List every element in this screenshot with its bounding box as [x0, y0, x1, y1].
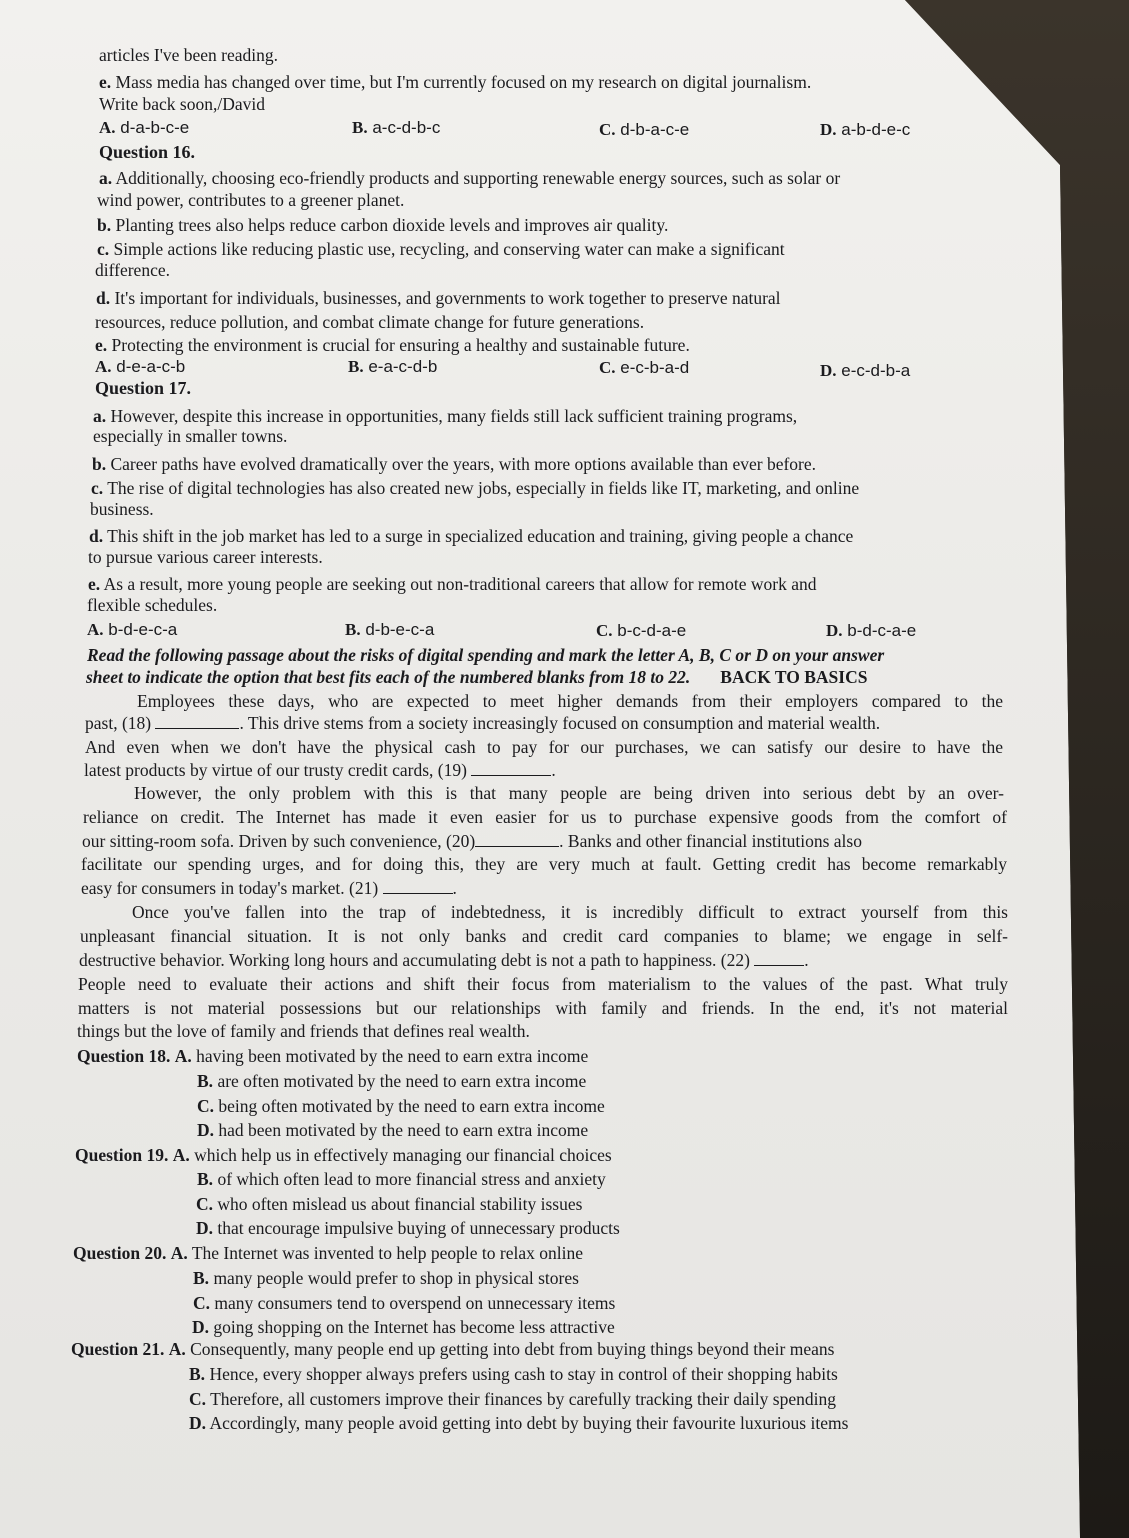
q17-option-c: C. b-c-d-a-e — [596, 621, 687, 640]
blank-18[interactable] — [155, 713, 239, 729]
q15-option-c: C. d-b-a-c-e — [599, 120, 690, 139]
passage-line: unpleasant financial situation. It is not only banks and credit card companies to blame; we engage in self- — [80, 926, 1008, 946]
q18-option-c[interactable]: C. being often motivated by the need to earn extra income — [197, 1096, 605, 1116]
q17-sentence-a-cont: especially in smaller towns. — [93, 426, 288, 446]
passage-instructions: Read the following passage about the risks of digital spending and mark the letter A, B, C or D on your answer — [87, 645, 885, 665]
q18-option-b[interactable]: B. are often motivated by the need to earn extra income — [197, 1071, 587, 1091]
question-16-title: Question 16. — [99, 142, 196, 162]
text-line: e. Mass media has changed over time, but I'm currently focused on my research on digital journalism. — [99, 72, 812, 92]
passage-line: However, the only problem with this is that many people are being driven into serious debt by an over- — [134, 783, 1004, 803]
passage-line: facilitate our spending urges, and for doing this, they are very much at fault. Getting credit has become remarkably — [81, 854, 1007, 874]
q21-option-c[interactable]: C. Therefore, all customers improve their finances by carefully tracking their daily spending — [189, 1389, 836, 1409]
q16-option-a: A. d-e-a-c-b — [95, 357, 186, 376]
q16-option-c: C. e-c-b-a-d — [599, 358, 690, 377]
q17-sentence-d: d. This shift in the job market has led to a surge in specialized education and training, giving people a chance — [89, 526, 854, 546]
section-title: BACK TO BASICS — [720, 667, 868, 687]
q21-option-b[interactable]: B. Hence, every shopper always prefers using cash to stay in control of their shopping habits — [189, 1364, 838, 1384]
blank-19[interactable] — [471, 760, 551, 776]
question-17-title: Question 17. — [95, 378, 192, 398]
question-20: Question 20. A. The Internet was invented to help people to relax online — [73, 1243, 583, 1263]
q16-option-b: B. e-a-c-d-b — [348, 357, 438, 376]
passage-line-blank-22: destructive behavior. Working long hours and accumulating debt is not a path to happiness. (22) . — [79, 950, 809, 970]
q17-sentence-a: a. However, despite this increase in opportunities, many fields still lack sufficient training programs, — [93, 406, 798, 426]
q17-sentence-e-cont: flexible schedules. — [87, 595, 218, 615]
q21-option-d[interactable]: D. Accordingly, many people avoid getting into debt by buying their favourite luxurious items — [189, 1413, 849, 1433]
q20-option-b[interactable]: B. many people would prefer to shop in physical stores — [193, 1268, 579, 1288]
q20-option-c[interactable]: C. many consumers tend to overspend on unnecessary items — [193, 1293, 616, 1313]
q19-option-c[interactable]: C. who often mislead us about financial stability issues — [196, 1194, 583, 1214]
question-19: Question 19. A. which help us in effectively managing our financial choices — [75, 1145, 612, 1165]
q17-option-a: A. b-d-e-c-a — [87, 620, 178, 639]
blank-20[interactable] — [475, 831, 559, 847]
passage-line: matters is not material possessions but our relationships with family and friends. In the end, it's not material — [78, 998, 1008, 1018]
question-21: Question 21. A. Consequently, many people end up getting into debt from buying things beyond their means — [71, 1339, 835, 1359]
q17-option-b: B. d-b-e-c-a — [345, 620, 435, 639]
q16-sentence-d: d. It's important for individuals, businesses, and governments to work together to preserve natural — [96, 288, 781, 308]
q16-sentence-a: a. Additionally, choosing eco-friendly products and supporting renewable energy sources, such as solar or — [99, 168, 841, 188]
q17-sentence-c: c. The rise of digital technologies has also created new jobs, especially in fields like IT, marketing, and online — [91, 478, 860, 498]
q19-option-d[interactable]: D. that encourage impulsive buying of unnecessary products — [196, 1218, 620, 1238]
text-line: Write back soon,/David — [99, 94, 265, 114]
passage-line: People need to evaluate their actions and shift their focus from materialism to the values of the past. What truly — [78, 974, 1008, 994]
passage-line: And even when we don't have the physical cash to pay for our purchases, we can satisfy our desire to have the — [85, 737, 1003, 757]
q17-option-d: D. b-d-c-a-e — [826, 621, 917, 640]
passage-instructions-cont: sheet to indicate the option that best fits each of the numbered blanks from 18 to 22. BACK TO BASICS — [86, 667, 868, 687]
q16-sentence-a-cont: wind power, contributes to a greener planet. — [97, 190, 405, 210]
passage-line: Once you've fallen into the trap of indebtedness, it is incredibly difficult to extract yourself from this — [132, 902, 1008, 922]
q17-sentence-c-cont: business. — [90, 499, 154, 519]
passage-line-blank-20: our sitting-room sofa. Driven by such convenience, (20) . Banks and other financial institutions also — [82, 831, 862, 851]
q17-sentence-e: e. As a result, more young people are seeking out non-traditional careers that allow for remote work and — [88, 574, 817, 594]
passage-line: reliance on credit. The Internet has made it even easier for us to purchase expensive goods from the comfort of — [83, 807, 1007, 827]
passage-line-blank-18: past, (18) . This drive stems from a society increasingly focused on consumption and material wealth. — [85, 713, 881, 733]
q16-sentence-e: e. Protecting the environment is crucial for ensuring a healthy and sustainable future. — [95, 335, 690, 355]
passage-line-blank-21: easy for consumers in today's market. (21) . — [81, 878, 457, 898]
q17-sentence-b: b. Career paths have evolved dramatically over the years, with more options available than ever before. — [92, 454, 817, 474]
q17-sentence-d-cont: to pursue various career interests. — [88, 547, 323, 567]
q16-option-d: D. e-c-d-b-a — [820, 361, 911, 380]
text-line: articles I've been reading. — [99, 45, 279, 65]
q16-sentence-b: b. Planting trees also helps reduce carbon dioxide levels and improves air quality. — [97, 215, 669, 235]
q16-sentence-c-cont: difference. — [95, 260, 170, 280]
passage-line-blank-19: latest products by virtue of our trusty credit cards, (19) . — [84, 760, 556, 780]
blank-22[interactable] — [754, 950, 804, 966]
q16-sentence-c: c. Simple actions like reducing plastic use, recycling, and conserving water can make a significant — [97, 239, 785, 259]
q20-option-d[interactable]: D. going shopping on the Internet has become less attractive — [192, 1317, 615, 1337]
question-18: Question 18. A. having been motivated by the need to earn extra income — [77, 1046, 589, 1066]
q15-option-a: A. d-a-b-c-e — [99, 118, 190, 137]
q19-option-b[interactable]: B. of which often lead to more financial stress and anxiety — [197, 1169, 606, 1189]
blank-21[interactable] — [383, 878, 453, 894]
q18-option-d[interactable]: D. had been motivated by the need to earn extra income — [197, 1120, 589, 1140]
q16-sentence-d-cont: resources, reduce pollution, and combat climate change for future generations. — [95, 312, 645, 332]
q15-option-d: D. a-b-d-e-c — [820, 120, 911, 139]
passage-line: Employees these days, who are expected to meet higher demands from their employers compared to the — [137, 691, 1003, 711]
q15-option-b: B. a-c-d-b-c — [352, 118, 441, 137]
passage-line: things but the love of family and friends that defines real wealth. — [77, 1021, 530, 1041]
